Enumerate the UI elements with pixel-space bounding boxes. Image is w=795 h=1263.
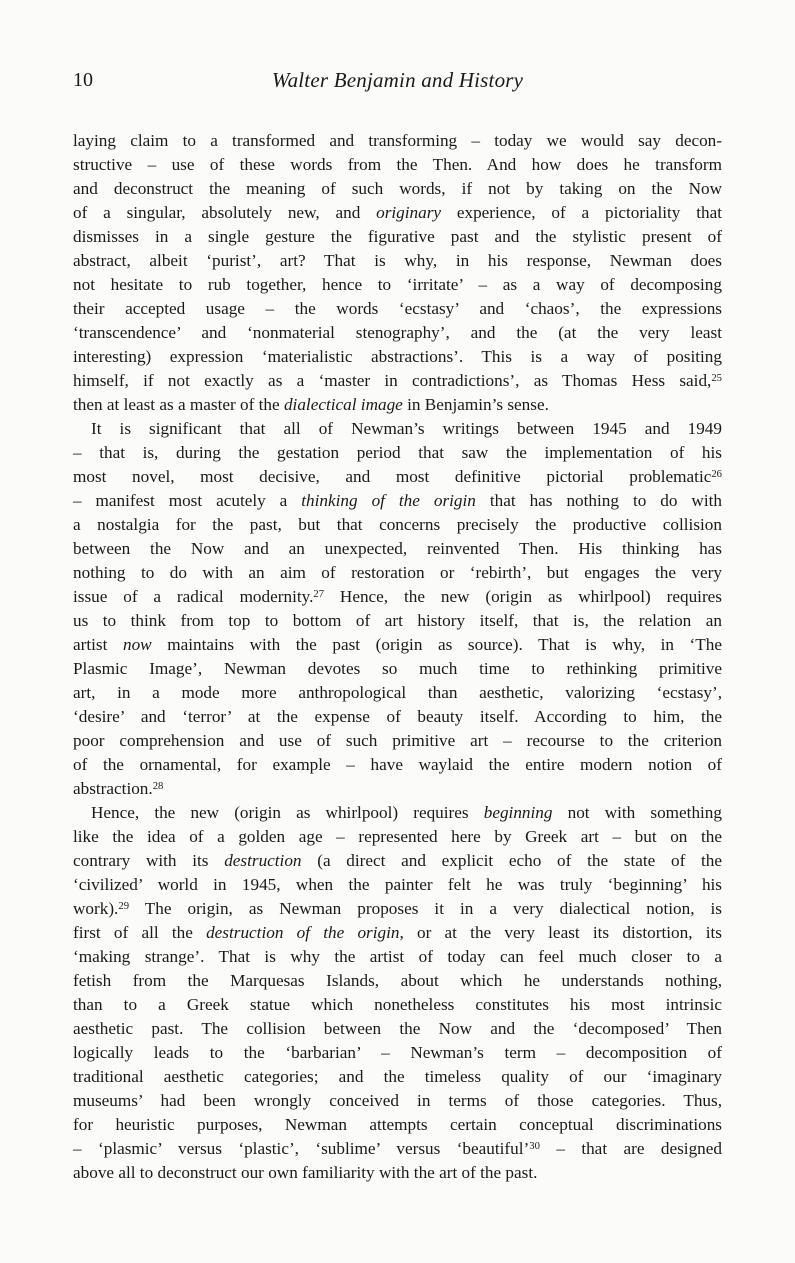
text-line <box>73 1089 722 1113</box>
text-run: then at least as a master of the <box>73 395 284 414</box>
text-line <box>73 441 722 465</box>
text-line <box>73 849 722 873</box>
paragraph <box>73 801 722 1185</box>
text-run: in Benjamin’s sense. <box>402 395 549 414</box>
text-run: above all to deconstruct our own familiarity with the art of the past. <box>73 1163 538 1182</box>
footnote-reference: 26 <box>711 469 722 481</box>
text-run: – that are designed <box>539 1139 722 1158</box>
emphasis-text: dialectical image <box>283 395 403 414</box>
emphasis-text: destruction of the origin <box>206 923 400 942</box>
text-line <box>73 1161 722 1185</box>
text-line <box>73 945 722 969</box>
text-run: first of all the <box>73 923 207 942</box>
text-run: Hence, the new (origin as whirlpool) requires <box>91 803 484 822</box>
text-line <box>73 345 722 369</box>
text-line <box>73 201 722 225</box>
text-line <box>73 1041 722 1065</box>
text-line <box>73 753 722 777</box>
text-line <box>73 873 722 897</box>
text-run: interesting) expression ‘materialistic abstractions’. This is a way of positing <box>73 347 722 366</box>
text-line <box>73 153 722 177</box>
text-line <box>73 297 722 321</box>
text-run: traditional aesthetic categories; and the timeless quality of our ‘imaginary <box>73 1067 722 1086</box>
text-line <box>73 465 722 489</box>
page-number: 10 <box>73 69 93 91</box>
text-run: that has nothing to do with <box>475 491 722 510</box>
text-run: a nostalgia for the past, but that concerns precisely the productive collision <box>73 515 722 534</box>
footnote-reference: 27 <box>313 589 325 601</box>
text-line <box>73 801 722 825</box>
text-run: structive – use of these words from the Then. And how does he transform <box>73 155 722 174</box>
text-line <box>73 1065 722 1089</box>
paragraph <box>73 129 722 417</box>
text-run: us to think from top to bottom of art history itself, that is, the relation an <box>73 611 722 630</box>
text-run: fetish from the Marquesas Islands, about which he understands nothing, <box>73 971 722 990</box>
text-run: ‘transcendence’ and ‘nonmaterial stenography’, and the (at the very least <box>73 323 722 342</box>
text-line <box>73 825 722 849</box>
text-line <box>73 561 722 585</box>
text-line <box>73 1017 722 1041</box>
text-run: – that is, during the gestation period that saw the implementation of his <box>73 443 722 462</box>
text-run: dismisses in a single gesture the figurative past and the stylistic present of <box>73 227 722 246</box>
text-line <box>73 1137 722 1161</box>
text-line <box>73 513 722 537</box>
text-run: abstract, albeit ‘purist’, art? That is why, in his response, Newman does <box>73 251 722 270</box>
text-run: contrary with its <box>73 851 225 870</box>
footnote-reference: 28 <box>152 781 164 793</box>
text-line <box>73 393 722 417</box>
text-run: of the ornamental, for example – have waylaid the entire modern notion of <box>73 755 722 774</box>
text-run: artist <box>73 635 123 654</box>
emphasis-text: now <box>122 635 152 654</box>
text-run: not with something <box>552 803 722 822</box>
text-run: ‘making strange’. That is why the artist of today can feel much closer to a <box>73 947 722 966</box>
paragraph <box>73 417 722 801</box>
text-line <box>73 633 722 657</box>
text-run: laying claim to a transformed and transforming – today we would say decon- <box>73 131 722 150</box>
text-line <box>73 777 722 801</box>
text-run: ‘desire’ and ‘terror’ at the expense of beauty itself. According to him, the <box>73 707 722 726</box>
text-line <box>73 321 722 345</box>
text-run: himself, if not exactly as a ‘master in contradictions’, as Thomas Hess said, <box>73 371 712 390</box>
text-line <box>73 225 722 249</box>
page-body <box>73 129 722 1185</box>
emphasis-text: destruction <box>224 851 302 870</box>
text-line <box>73 129 722 153</box>
text-run: most novel, most decisive, and most definitive pictorial problematic <box>73 467 712 486</box>
text-run: between the Now and an unexpected, reinvented Then. His thinking has <box>73 539 722 558</box>
text-run: work). <box>73 899 119 918</box>
text-run: than to a Greek statue which nonetheless constitutes his most intrinsic <box>73 995 722 1014</box>
running-title: Walter Benjamin and History <box>271 68 524 92</box>
text-line <box>73 273 722 297</box>
text-run: Plasmic Image’, Newman devotes so much time to rethinking primitive <box>73 659 722 678</box>
text-line <box>73 1113 722 1137</box>
text-line <box>73 993 722 1017</box>
text-run: The origin, as Newman proposes it in a very dialectical notion, is <box>129 899 722 918</box>
text-line <box>73 177 722 201</box>
text-run: ‘civilized’ world in 1945, when the painter felt he was truly ‘beginning’ his <box>73 875 722 894</box>
text-line <box>73 705 722 729</box>
text-run: – manifest most acutely a <box>73 491 302 510</box>
text-run: like the idea of a golden age – represented here by Greek art – but on the <box>73 827 722 846</box>
text-line <box>73 657 722 681</box>
text-line <box>73 921 722 945</box>
text-run: experience, of a pictoriality that <box>441 203 722 222</box>
text-run: art, in a mode more anthropological than aesthetic, valorizing ‘ecstasy’, <box>73 683 722 702</box>
text-run: of a singular, absolutely new, and <box>73 203 377 222</box>
text-line <box>73 417 722 441</box>
text-line <box>73 489 722 513</box>
text-run: nothing to do with an aim of restoration or ‘rebirth’, but engages the very <box>73 563 722 582</box>
text-run: not hesitate to rub together, hence to ‘irritate’ – as a way of decomposing <box>73 275 722 294</box>
footnote-reference: 25 <box>711 373 722 385</box>
text-line <box>73 609 722 633</box>
emphasis-text: originary <box>376 203 442 222</box>
text-line <box>73 369 722 393</box>
text-run: museums’ had been wrongly conceived in terms of those categories. Thus, <box>73 1091 722 1110</box>
footnote-reference: 30 <box>529 1141 540 1153</box>
text-run: Hence, the new (origin as whirlpool) requires <box>324 587 722 606</box>
text-line <box>73 537 722 561</box>
footnote-reference: 29 <box>118 901 130 913</box>
text-run: aesthetic past. The collision between the Now and the ‘decomposed’ Then <box>73 1019 722 1038</box>
text-run: – ‘plasmic’ versus ‘plastic’, ‘sublime’ versus ‘beautiful’ <box>73 1139 530 1158</box>
text-line <box>73 897 722 921</box>
emphasis-text: beginning <box>483 803 553 822</box>
text-line <box>73 969 722 993</box>
text-run: and deconstruct the meaning of such words, if not by taking on the Now <box>73 179 722 198</box>
text-run: issue of a radical modernity. <box>73 587 314 606</box>
text-line <box>73 681 722 705</box>
text-line <box>73 249 722 273</box>
text-run: poor comprehension and use of such primitive art – recourse to the criterion <box>73 731 722 750</box>
running-header <box>73 67 722 93</box>
text-line <box>73 729 722 753</box>
text-run: for heuristic purposes, Newman attempts certain conceptual discriminations <box>73 1115 722 1134</box>
text-run: It is significant that all of Newman’s writings between 1945 and 1949 <box>91 419 722 438</box>
text-run: their accepted usage – the words ‘ecstasy’ and ‘chaos’, the expressions <box>73 299 722 318</box>
text-run: abstraction. <box>73 779 153 798</box>
emphasis-text: thinking of the origin <box>301 491 476 510</box>
text-line <box>73 585 722 609</box>
text-run: maintains with the past (origin as source). That is why, in ‘The <box>151 635 722 654</box>
text-run: logically leads to the ‘barbarian’ – Newman’s term – decomposition of <box>73 1043 722 1062</box>
text-run: (a direct and explicit echo of the state of the <box>301 851 722 870</box>
text-run: , or at the very least its distortion, its <box>399 923 722 942</box>
